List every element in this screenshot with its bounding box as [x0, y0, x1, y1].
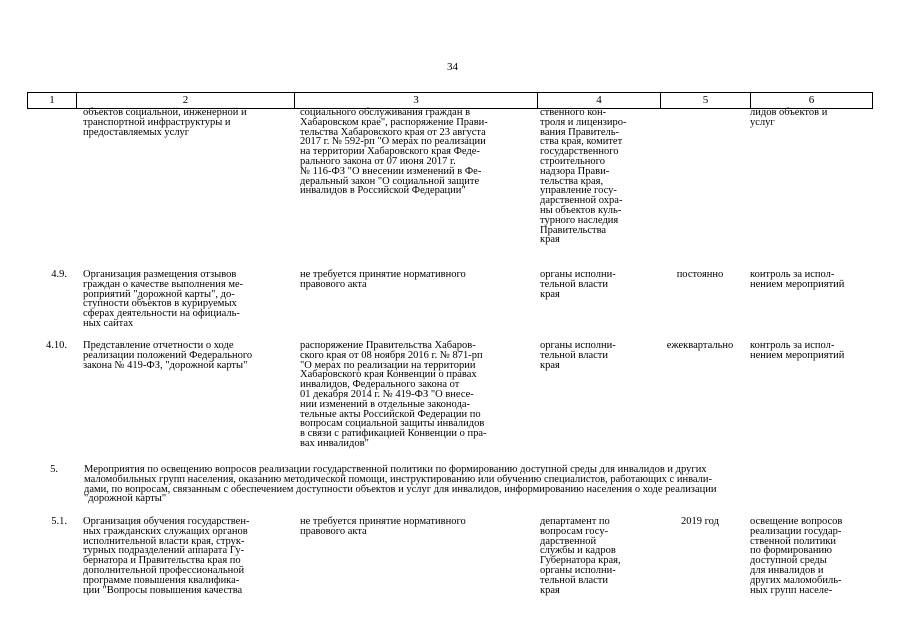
row-4-10-exec: органы исполни- тельной власти края: [540, 340, 616, 371]
row-5-1-exec: департамент по вопросам госу- дарственной службы и кадров Губернатора края, органы исполни- тельной власти края: [540, 516, 621, 596]
row-5-1-doc: не требуется принятие нормативного правового акта: [300, 516, 466, 537]
header-col-1: 1: [27, 93, 76, 108]
row-cont-result: лидов объектов и услуг: [750, 107, 828, 128]
row-4-9-doc: не требуется принятие нормативного правового акта: [300, 269, 466, 290]
header-col-2: 2: [76, 93, 294, 108]
row-4-9-term: постоянно: [676, 269, 724, 280]
section-5-num: 5.: [50, 464, 58, 475]
row-5-1-result: освещение вопросов реализации государ- ственной политики по формированию доступной среды для инвалидов и других маломобиль- ных групп населе-: [750, 516, 843, 596]
row-4-10-name: Представление отчетности о ходе реализации положений Федерального закона № 419-ФЗ, "дорожной карты": [83, 340, 253, 371]
header-col-6: 6: [750, 93, 873, 108]
row-4-9-exec: органы исполни- тельной власти края: [540, 269, 616, 300]
row-cont-doc: социального обслуживания граждан в Хабаровском крае", распоряжение Прави- тельства Хабаровского края от 23 августа 2017 г. № 592-рп "О мерах по реализации на территории Хабаровского края Феде- рального закона от 07 июня 2017 г. № 116-ФЗ "О внесении изменений в Фе- деральный закон "О социальной защите инвалидов в Российской Федерации": [300, 107, 488, 197]
row-4-10-term: ежеквартально: [666, 340, 734, 351]
header-col-5: 5: [660, 93, 750, 108]
row-4-9-num: 4.9.: [51, 269, 67, 280]
header-col-4: 4: [537, 93, 660, 108]
row-cont-name: объектов социальной, инженерной и транспортной инфраструктуры и предоставляемых услуг: [83, 107, 247, 138]
row-4-9-result: контроль за испол- нением мероприятий: [750, 269, 845, 290]
row-cont-exec: ственного кон- троля и лицензиро- вания Правитель- ства края, комитет государственного строительного надзора Прави- тельства края, управление госу- дарственной охра- ны объектов куль- турного наследия Правительства края: [540, 107, 627, 246]
row-5-1-term: 2019 год: [681, 516, 719, 527]
row-5-1-name: Организация обучения государствен- ных гражданских служащих органов исполнительной власти края, струк- турных подразделений аппарата Гу- бернатора и Правительства края по дополнительной профессиональной программе повышения квалифика- ции "Вопросы повышения качества: [83, 516, 250, 596]
header-col-3: 3: [294, 93, 537, 108]
row-4-9-name: Организация размещения отзывов граждан о качестве выполнения ме- роприятий "дорожной карты", до- ступности объектов в курируемых сферах деятельности на официаль- ных сайтах: [83, 269, 244, 329]
row-4-10-num: 4.10.: [46, 340, 67, 351]
section-5-title: Мероприятия по освещению вопросов реализации государственной политики по формированию доступной среды для инвалидов и других маломобильных групп населения, оказанию методической помощи, инструктированию или обучению специалистов, работающих с инвали- дами, по вопросам, связанным с обеспечением доступности объектов и услуг для инвалидов, информированию населения о ходе реализации "дорожной карты": [84, 464, 717, 505]
row-4-10-doc: распоряжение Правительства Хабаров- ского края от 08 ноября 2016 г. № 871-рп "О мерах по реализации на территории Хабаровского края Конвенции о правах инвалидов, Федерального закона от 01 декабря 2014 г. № 419-ФЗ "О внесе- нии изменений в отдельные законода- тельные акты Российской Федерации по вопросам социальной защиты инвалидов в связи с ратификацией Конвенции о пра- вах инвалидов": [300, 340, 487, 449]
row-5-1-num: 5.1.: [51, 516, 67, 527]
row-4-10-result: контроль за испол- нением мероприятий: [750, 340, 845, 361]
page-number: 34: [447, 61, 458, 73]
